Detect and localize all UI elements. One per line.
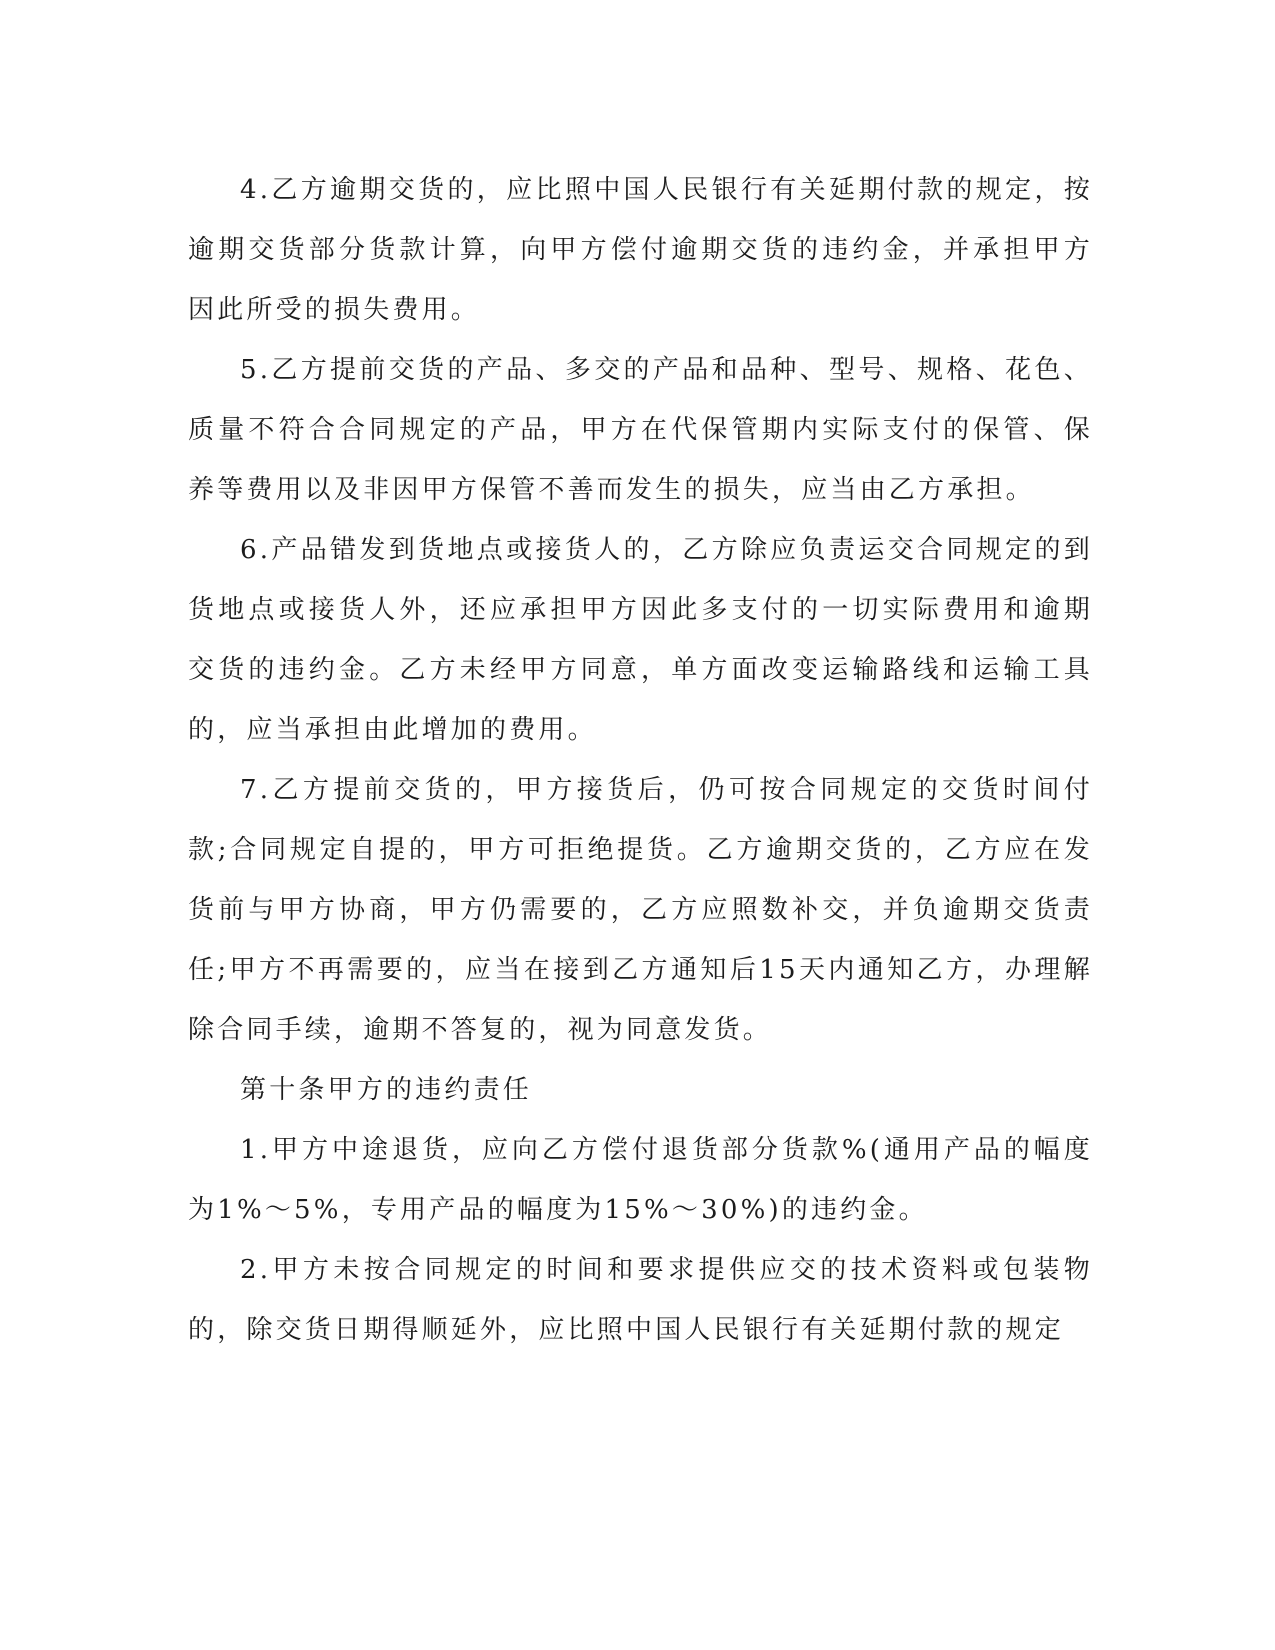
paragraph-return-penalty: 1.甲方中途退货，应向乙方偿付退货部分货款%(通用产品的幅度为1%～5%，专用产品的幅度为15%～30%)的违约金。 bbox=[188, 1135, 1093, 1225]
paragraph-early-delivery-costs: 5.乙方提前交货的产品、多交的产品和品种、型号、规格、花色、质量不符合合同规定的产品，甲方在代保管期内实际支付的保管、保养等费用以及非因甲方保管不善而发生的损失，应当由乙方承担。 bbox=[188, 355, 1093, 505]
document-body bbox=[188, 160, 1093, 1360]
paragraph-misdelivery: 6.产品错发到货地点或接货人的，乙方除应负责运交合同规定的到货地点或接货人外，还应承担甲方因此多支付的一切实际费用和逾期交货的违约金。乙方未经甲方同意，单方面改变运输路线和运输工具的，应当承担由此增加的费用。 bbox=[188, 535, 1093, 745]
article-heading: 第十条甲方的违约责任 bbox=[240, 1075, 533, 1105]
paragraph-early-late-payment: 7.乙方提前交货的，甲方接货后，仍可按合同规定的交货时间付款;合同规定自提的，甲方可拒绝提货。乙方逾期交货的，乙方应在发货前与甲方协商，甲方仍需要的，乙方应照数补交，并负逾期交货责任;甲方不再需要的，应当在接到乙方通知后15天内通知乙方，办理解除合同手续，逾期不答复的，视为同意发货。 bbox=[188, 775, 1093, 1045]
paragraph-late-delivery: 4.乙方逾期交货的，应比照中国人民银行有关延期付款的规定，按逾期交货部分货款计算，向甲方偿付逾期交货的违约金，并承担甲方因此所受的损失费用。 bbox=[188, 175, 1093, 325]
paragraph-technical-data: 2.甲方未按合同规定的时间和要求提供应交的技术资料或包装物的，除交货日期得顺延外，应比照中国人民银行有关延期付款的规定 bbox=[188, 1255, 1093, 1345]
